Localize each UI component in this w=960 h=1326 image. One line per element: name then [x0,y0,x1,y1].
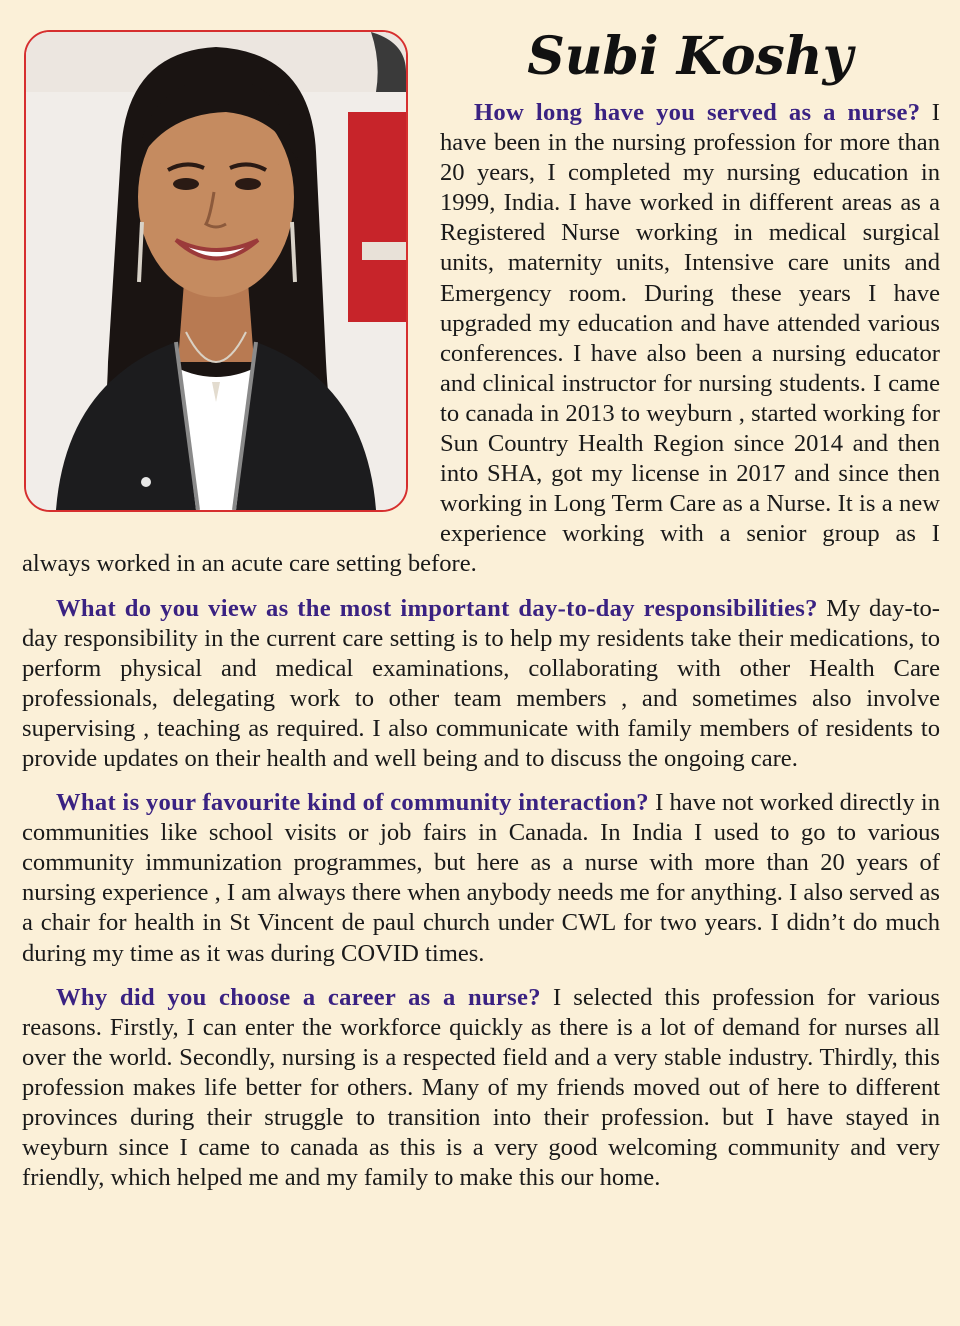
question-text: What is your favourite kind of community interaction? [56,789,649,817]
photo-wrap-spacer [22,98,440,520]
section-responsibilities [22,594,940,775]
answer-text: I have been in the nursing profession for more than 20 years, I completed my nursing education in 1999, India. I have worked in different areas as a Registered Nurse working in medical surgical units, maternity units, Intensive care units and Emergency room. During these years I have upgraded my education and have attended various conferences. I have also been a nursing educator and clinical instructor for nursing students. I came to canada in 2013 to weyburn , started working for Sun Country Health Region since 2014 and then into SHA, got my license in 2017 and since then working in Long Term Care as a Nurse. It is a new experience working with a senior group as I always worked in an acute care setting before. [22,99,941,578]
article-body [22,98,940,1207]
article-title: Subi Koshy [527,26,853,87]
question-text: How long have you served as a nurse? [474,99,921,126]
question-text: Why did you choose a career as a nurse? [56,983,541,1011]
question-text: What do you view as the most important day-to-day responsibilities? [56,594,818,622]
section-community [22,788,940,969]
answer-text: My day-to-day responsibility in the current care setting is to help my residents take their medications, to perform physical and medical examinations, collaborating with other Health Care professionals, delegating work to other team members , and sometimes also involve supervising , teaching as required. I also communicate with family members of residents to provide updates on their health and well being and to discuss the ongoing care. [22,594,940,772]
answer-text: I selected this profession for various reasons. Firstly, I can enter the workforce quickly as there is a lot of demand for nurses all over the world. Secondly, nursing is a respected field and a very stable industry. Thirdly, this profession makes life better for others. Many of my friends moved out of here to different provinces during their struggle to transition into their profession. but I have stayed in weyburn since I came to canada as this is a very good welcoming community and very friendly, which helped me and my family to make this our home. [22,983,940,1192]
answer-text: I have not worked directly in communities like school visits or job fairs in Canada. In India I used to go to various community immunization programmes, but here as a nurse with more than 20 years of nursing experience , I am always there when anybody needs me for anything. I also served as a chair for health in St Vincent de paul church under CWL for two years. I didn’t do much during my time as it was during COVID times. [22,789,940,967]
section-career-choice [22,983,940,1194]
